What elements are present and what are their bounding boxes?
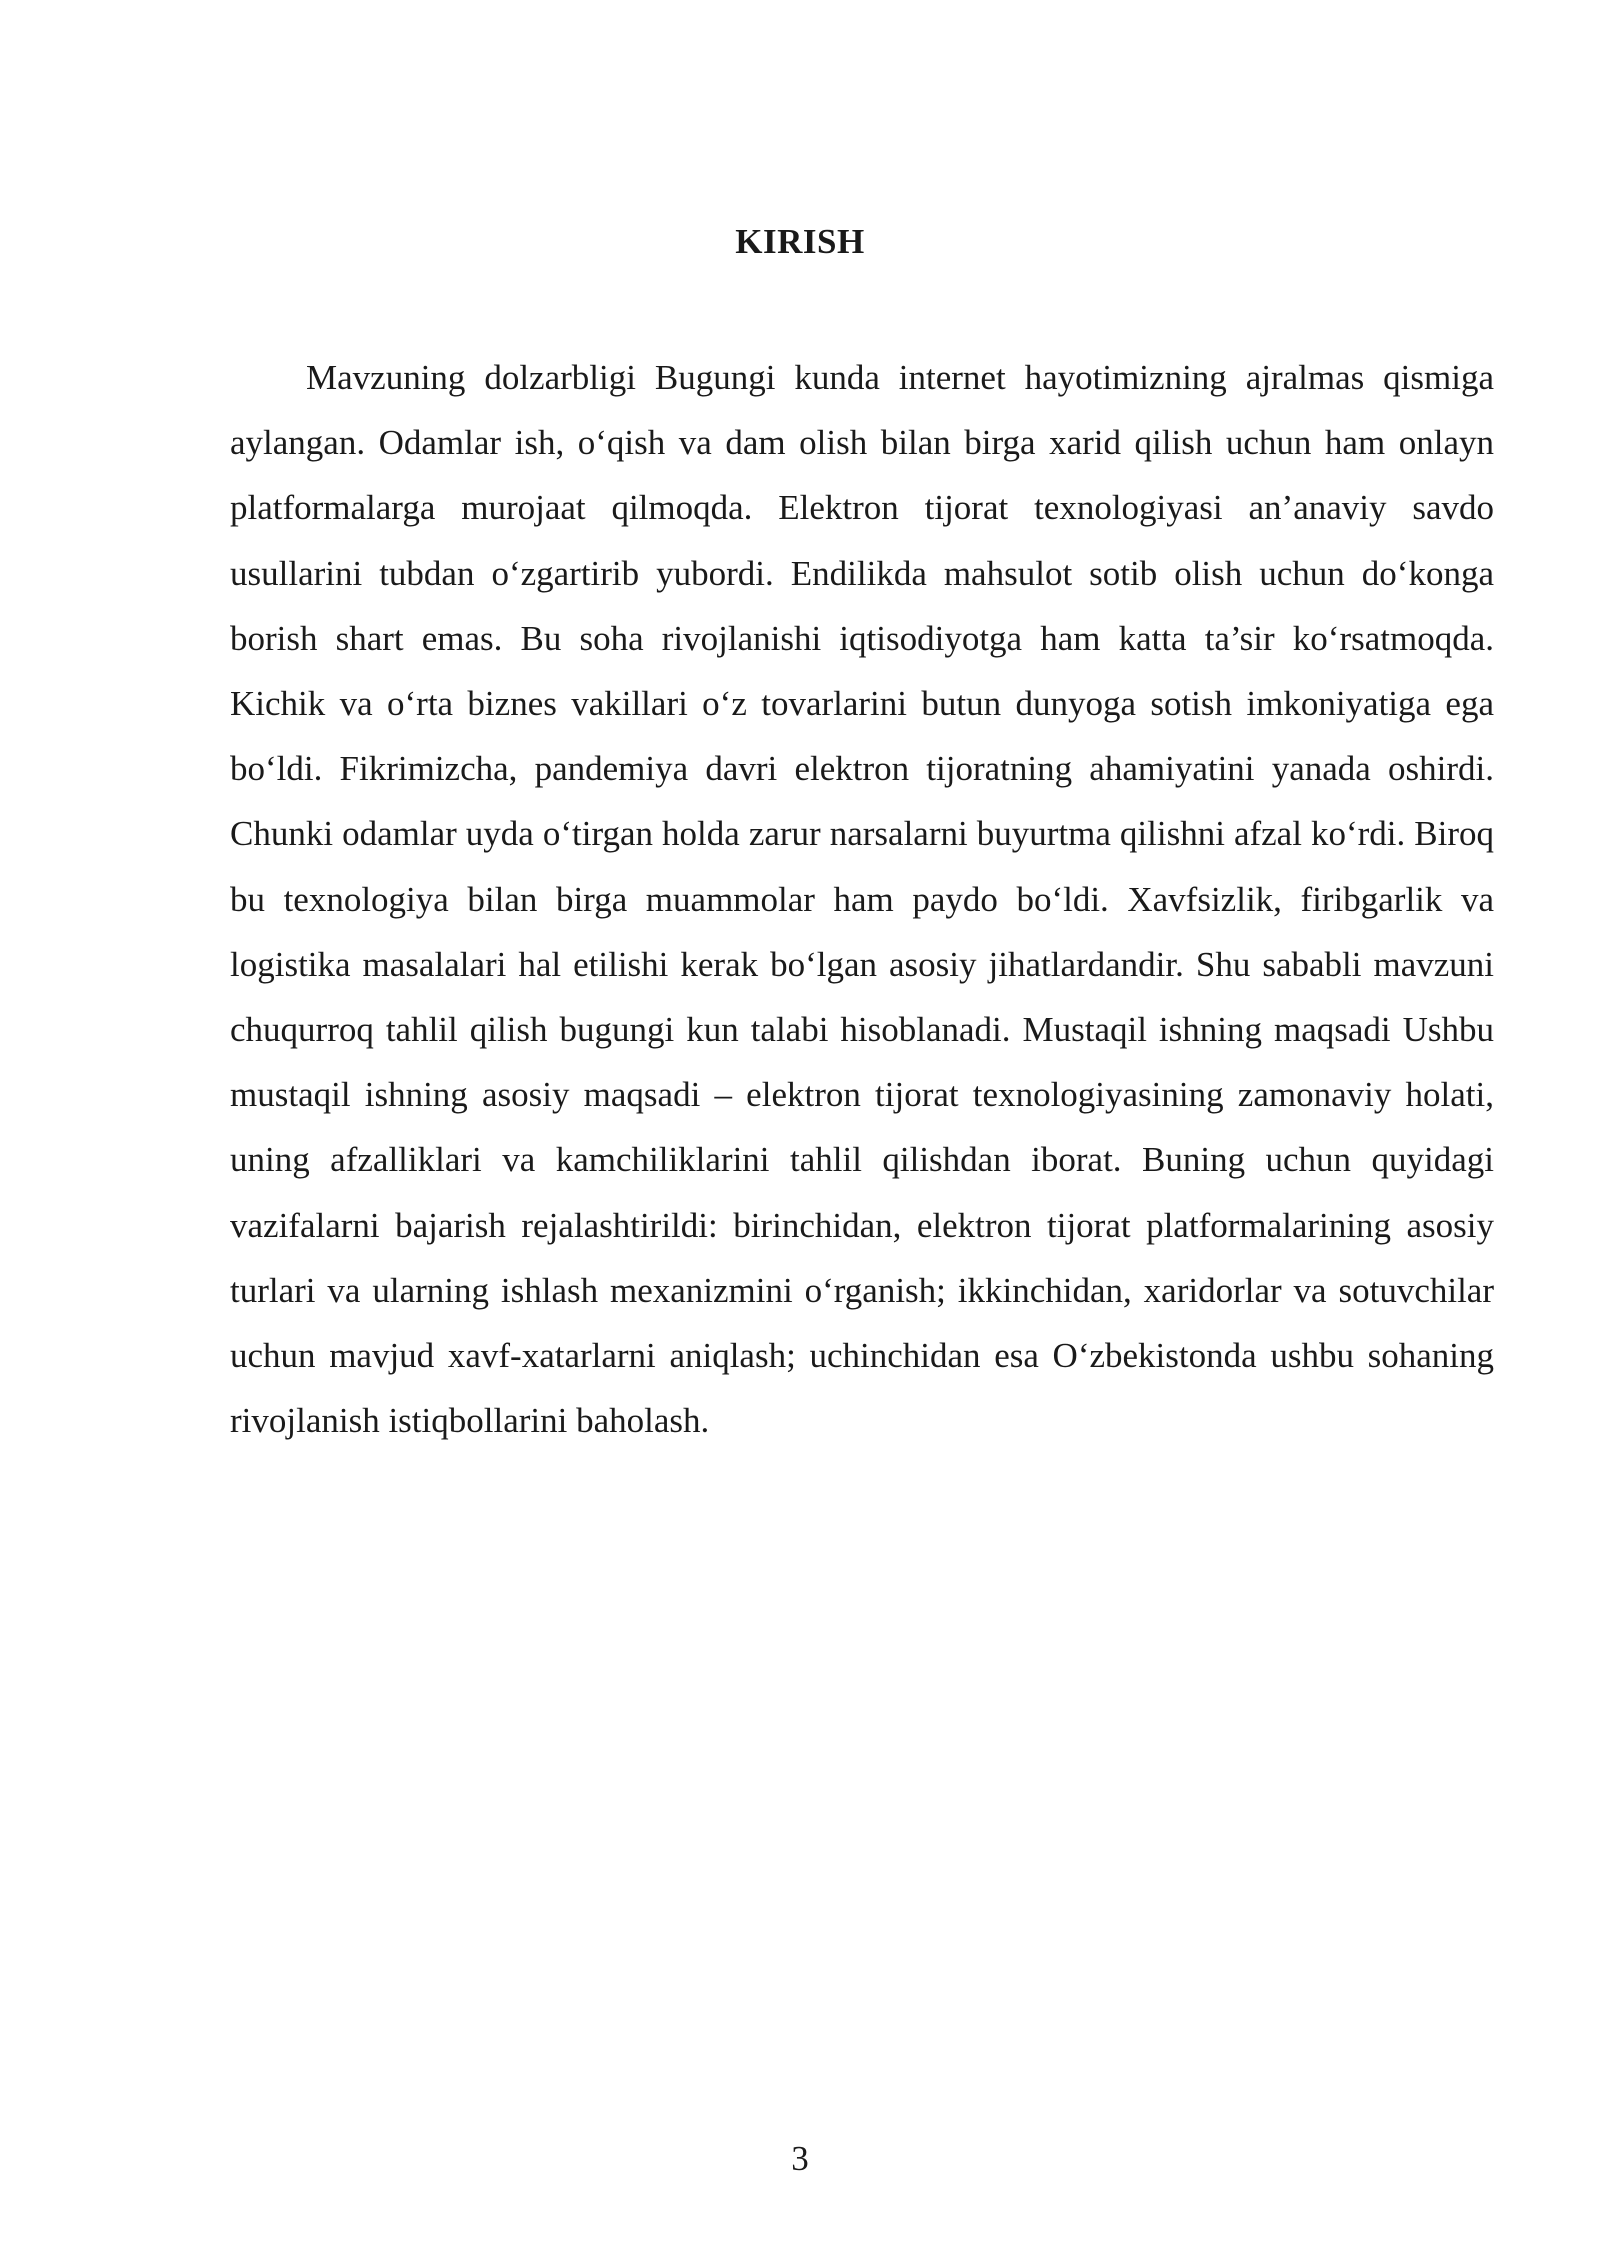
section-heading: KIRISH [735,222,865,261]
body-paragraph: Mavzuning dolzarbligi Bugungi kunda internet hayotimizning ajralmas qismiga aylangan. Odamlar ish, o‘qish va dam olish bilan birga xarid qilish uchun ham onlayn platformalarga murojaat qilmoqda. Elektron tijorat texnologiyasi an’anaviy savdo usullarini tubdan o‘zgartirib yubordi. Endilikda mahsulot sotib olish uchun do‘konga borish shart emas. Bu soha rivojlanishi iqtisodiyotga ham katta ta’sir ko‘rsatmoqda. Kichik va o‘rta biznes vakillari o‘z tovarlarini butun dunyoga sotish imkoniyatiga ega bo‘ldi. Fikrimizcha, pandemiya davri elektron tijoratning ahamiyatini yanada oshirdi. Chunki odamlar uyda o‘tirgan holda zarur narsalarni buyurtma qilishni afzal ko‘rdi. Biroq bu texnologiya bilan birga muammolar ham paydo bo‘ldi. Xavfsizlik, firibgarlik va logistika masalalari hal etilishi kerak bo‘lgan asosiy jihatlardandir. Shu sababli mavzuni chuqurroq tahlil qilish bugungi kun talabi hisoblanadi. Mustaqil ishning maqsadi Ushbu mustaqil ishning asosiy maqsadi – elektron tijorat texnologiyasining zamonaviy holati, uning afzalliklari va kamchiliklarini tahlil qilishdan iborat. Buning uchun quyidagi vazifalarni bajarish rejalashtirildi: birinchidan, elektron tijorat platformalarining asosiy turlari va ularning ishlash mexanizmini o‘rganish; ikkinchidan, xaridorlar va sotuvchilar uchun mavjud xavf-xatarlarni aniqlash; uchinchidan esa O‘zbekistonda ushbu sohaning rivojlanish istiqbollarini baholash. [230,358,1494,1441]
page-number: 3 [791,2139,809,2178]
